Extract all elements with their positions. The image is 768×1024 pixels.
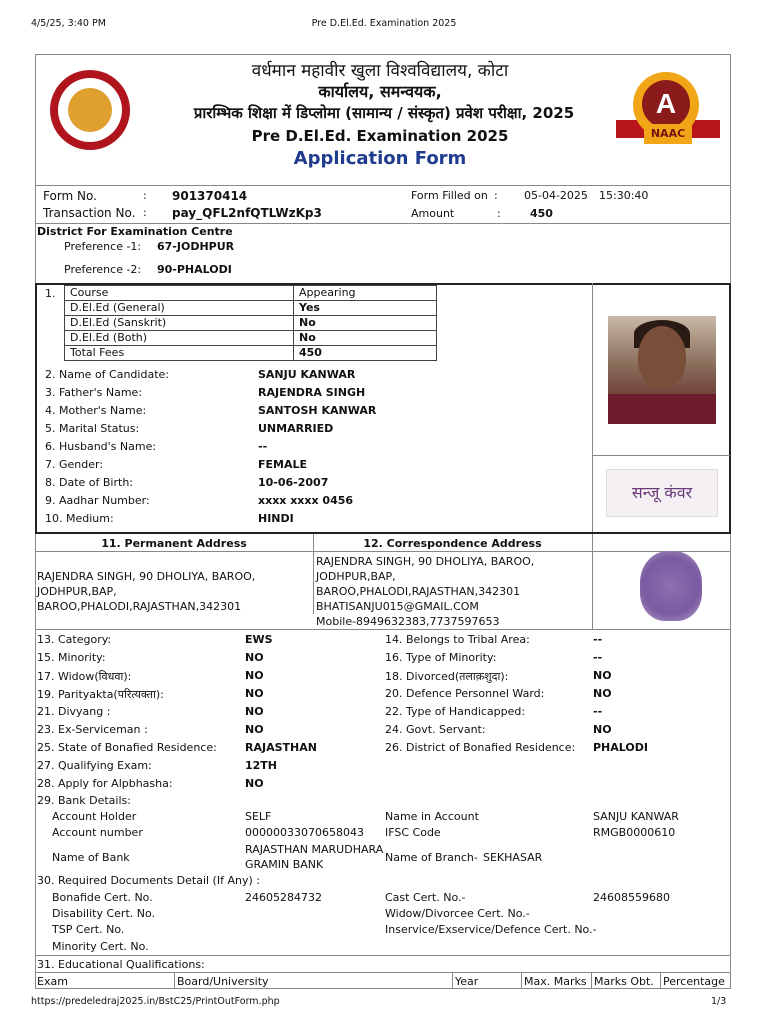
district-residence-value: PHALODI: [593, 741, 648, 754]
handicapped-type-value: --: [593, 705, 603, 718]
detail-label: 25. State of Bonafied Residence:: [37, 741, 217, 754]
qualifying-exam-value: 12TH: [245, 759, 278, 772]
defence-ward-value: NO: [593, 687, 612, 700]
category-value: EWS: [245, 633, 273, 646]
divider: [174, 972, 175, 989]
divider: [452, 972, 453, 989]
aadhar-number: xxxx xxxx 0456: [258, 494, 354, 507]
account-holder-label: Account Holder: [52, 810, 137, 823]
marital-status: UNMARRIED: [258, 422, 334, 435]
filled-time: 15:30:40: [599, 189, 649, 202]
account-number-value: 00000033070658043: [245, 826, 364, 839]
edu-col-exam: Exam: [37, 975, 68, 988]
personal-label: 5. Marital Status:: [45, 422, 140, 435]
correspondence-email: BHATISANJU015@GMAIL.COM: [316, 600, 479, 613]
divider: [35, 223, 731, 224]
colon: :: [497, 207, 501, 220]
detail-label: 14. Belongs to Tribal Area:: [385, 633, 530, 646]
branch-value: SEKHASAR: [483, 851, 543, 864]
documents-heading: 30. Required Documents Detail (If Any) :: [37, 874, 260, 887]
detail-label: 21. Divyang :: [37, 705, 111, 718]
pref2-value: 90-PHALODI: [157, 263, 232, 276]
divider: [521, 972, 522, 989]
bonafide-label: Bonafide Cert. No.: [52, 891, 153, 904]
course-row: [65, 331, 437, 346]
personal-label: 2. Name of Candidate:: [45, 368, 169, 381]
course-row: [65, 346, 437, 361]
ex-serviceman-value: NO: [245, 723, 264, 736]
divider: [35, 185, 731, 186]
form-no-value: 901370414: [172, 189, 248, 203]
edu-col-marks-obt: Marks Obt.: [594, 975, 654, 988]
correspondence-mobile: Mobile-8949632383,7737597653: [316, 615, 500, 628]
office-name: कार्यालय, समन्वयक,: [318, 82, 442, 101]
course-number: 1.: [45, 287, 56, 300]
university-name: वर्धमान महावीर खुला विश्वविद्यालय, कोटा: [251, 61, 509, 81]
medium: HINDI: [258, 512, 294, 525]
minority-cert-label: Minority Cert. No.: [52, 940, 149, 953]
inservice-cert-label: Inservice/Exservice/Defence Cert. No.-: [385, 923, 597, 936]
name-in-account-label: Name in Account: [385, 810, 479, 823]
txn-value: pay_QFL2nfQTLWzKp3: [172, 206, 322, 220]
course-appearing: Yes: [294, 301, 437, 316]
detail-label: 18. Divorced(तलाक़शुदा):: [385, 670, 509, 683]
father-name: RAJENDRA SINGH: [258, 386, 366, 399]
permanent-address-line: JODHPUR,BAP,: [37, 585, 117, 598]
detail-label: 27. Qualifying Exam:: [37, 759, 152, 772]
course-appearing: No: [294, 316, 437, 331]
detail-label: 13. Category:: [37, 633, 112, 646]
permanent-address-line: RAJENDRA SINGH, 90 DHOLIYA, BAROO,: [37, 570, 256, 583]
correspondence-address-heading: 12. Correspondence Address: [363, 537, 542, 550]
detail-label: 28. Apply for Alpbhasha:: [37, 777, 173, 790]
edu-col-max-marks: Max. Marks: [524, 975, 587, 988]
course-col-head: Course: [65, 286, 294, 301]
tribal-area-value: --: [593, 633, 603, 646]
detail-label: 23. Ex-Serviceman :: [37, 723, 148, 736]
detail-label: 16. Type of Minority:: [385, 651, 497, 664]
state-residence-value: RAJASTHAN: [245, 741, 317, 754]
caste-cert-value: 24608559680: [593, 891, 670, 904]
pref1-value: 67-JODHPUR: [157, 240, 235, 253]
govt-servant-value: NO: [593, 723, 612, 736]
course-name: D.El.Ed (Both): [65, 331, 294, 346]
form-title: Application Form: [293, 148, 467, 169]
tsp-cert-label: TSP Cert. No.: [52, 923, 125, 936]
education-heading: 31. Educational Qualifications:: [37, 958, 205, 971]
filled-date: 05-04-2025: [524, 189, 588, 202]
form-no-label: Form No.: [43, 189, 97, 203]
detail-label: 20. Defence Personnel Ward:: [385, 687, 545, 700]
disability-cert-label: Disability Cert. No.: [52, 907, 156, 920]
divider: [592, 455, 730, 456]
course-name: D.El.Ed (Sanskrit): [65, 316, 294, 331]
permanent-address-heading: 11. Permanent Address: [101, 537, 247, 550]
detail-label: 22. Type of Handicapped:: [385, 705, 526, 718]
detail-label: 15. Minority:: [37, 651, 106, 664]
print-page-title: Pre D.El.Ed. Examination 2025: [311, 18, 457, 29]
exam-centre-heading: District For Examination Centre: [37, 225, 233, 238]
bank-name-line: RAJASTHAN MARUDHARA: [245, 843, 384, 856]
permanent-address-line: BAROO,PHALODI,RAJASTHAN,342301: [37, 600, 242, 613]
personal-label: 10. Medium:: [45, 512, 114, 525]
divider: [35, 972, 731, 973]
txn-label: Transaction No.: [43, 206, 136, 220]
correspondence-address-line: JODHPUR,BAP,: [316, 570, 396, 583]
pref1-label: Preference -1:: [64, 240, 142, 253]
exam-title-hindi: प्रारम्भिक शिक्षा में डिप्लोमा (सामान्य / संस्कृत) प्रवेश परीक्षा, 2025: [193, 104, 575, 122]
detail-label: 19. Parityakta(परित्यक्ता):: [37, 688, 164, 701]
personal-label: 4. Mother's Name:: [45, 404, 147, 417]
name-in-account-value: SANJU KANWAR: [593, 810, 679, 823]
course-row: [65, 316, 437, 331]
ifsc-label: IFSC Code: [385, 826, 441, 839]
divider: [660, 972, 661, 989]
print-datetime: 4/5/25, 3:40 PM: [31, 18, 106, 29]
divider: [35, 551, 731, 552]
divider: [35, 629, 731, 630]
bank-heading: 29. Bank Details:: [37, 794, 131, 807]
divider: [591, 972, 592, 989]
amount-label: Amount: [411, 207, 455, 220]
gender: FEMALE: [258, 458, 308, 471]
correspondence-address-line: BAROO,PHALODI,RAJASTHAN,342301: [316, 585, 521, 598]
divider: [35, 532, 731, 534]
bonafide-value: 24605284732: [245, 891, 322, 904]
edu-col-year: Year: [455, 975, 479, 988]
divider: [729, 283, 731, 533]
filled-label: Form Filled on: [411, 189, 488, 202]
detail-label: 26. District of Bonafied Residence:: [385, 741, 576, 754]
colon: :: [143, 206, 147, 219]
personal-label: 6. Husband's Name:: [45, 440, 157, 453]
detail-label: 17. Widow(विधवा):: [37, 670, 132, 683]
date-of-birth: 10-06-2007: [258, 476, 329, 489]
appearing-col-head: Appearing: [294, 286, 437, 301]
course-appearing: No: [294, 331, 437, 346]
divider: [592, 534, 593, 629]
pref2-label: Preference -2:: [64, 263, 142, 276]
edu-col-board: Board/University: [177, 975, 269, 988]
widow-cert-label: Widow/Divorcee Cert. No.-: [385, 907, 530, 920]
bank-name-label: Name of Bank: [52, 851, 130, 864]
widow-value: NO: [245, 669, 264, 682]
naac-grade: A: [642, 80, 690, 128]
personal-label: 8. Date of Birth:: [45, 476, 133, 489]
course-appearing: 450: [294, 346, 437, 361]
print-url: https://predeledraj2025.in/BstC25/PrintOutForm.php: [31, 996, 280, 1007]
print-page-count: 1/3: [711, 996, 727, 1007]
personal-label: 7. Gender:: [45, 458, 104, 471]
course-name: D.El.Ed (General): [65, 301, 294, 316]
bank-name-line: GRAMIN BANK: [245, 858, 324, 871]
edu-col-percentage: Percentage: [663, 975, 725, 988]
minority-value: NO: [245, 651, 264, 664]
candidate-name: SANJU KANWAR: [258, 368, 356, 381]
divorced-value: NO: [593, 669, 612, 682]
course-header-row: [65, 286, 437, 301]
exam-title-english: Pre D.El.Ed. Examination 2025: [251, 127, 509, 145]
course-table: [64, 285, 437, 361]
divyang-value: NO: [245, 705, 264, 718]
account-number-label: Account number: [52, 826, 143, 839]
naac-label: NAAC: [644, 124, 692, 144]
divider: [592, 283, 593, 533]
parityakta-value: NO: [245, 687, 264, 700]
husband-name: --: [258, 440, 268, 453]
alpbhasha-value: NO: [245, 777, 264, 790]
thumb-impression: [640, 551, 702, 621]
candidate-photo: [608, 316, 716, 424]
ifsc-value: RMGB0000610: [593, 826, 676, 839]
amount-value: 450: [530, 207, 553, 220]
detail-label: 24. Govt. Servant:: [385, 723, 486, 736]
minority-type-value: --: [593, 651, 603, 664]
colon: :: [143, 189, 147, 202]
candidate-signature: सन्जू कंवर: [606, 469, 718, 517]
branch-label: Name of Branch-: [385, 851, 478, 864]
mother-name: SANTOSH KANWAR: [258, 404, 377, 417]
divider: [35, 955, 731, 956]
divider: [35, 283, 37, 533]
colon: :: [494, 189, 498, 202]
caste-cert-label: Cast Cert. No.-: [385, 891, 466, 904]
correspondence-address-line: RAJENDRA SINGH, 90 DHOLIYA, BAROO,: [316, 555, 535, 568]
personal-label: 3. Father's Name:: [45, 386, 143, 399]
course-name: Total Fees: [65, 346, 294, 361]
personal-label: 9. Aadhar Number:: [45, 494, 150, 507]
account-holder-value: SELF: [245, 810, 272, 823]
university-logo: [50, 70, 130, 150]
course-row: [65, 301, 437, 316]
